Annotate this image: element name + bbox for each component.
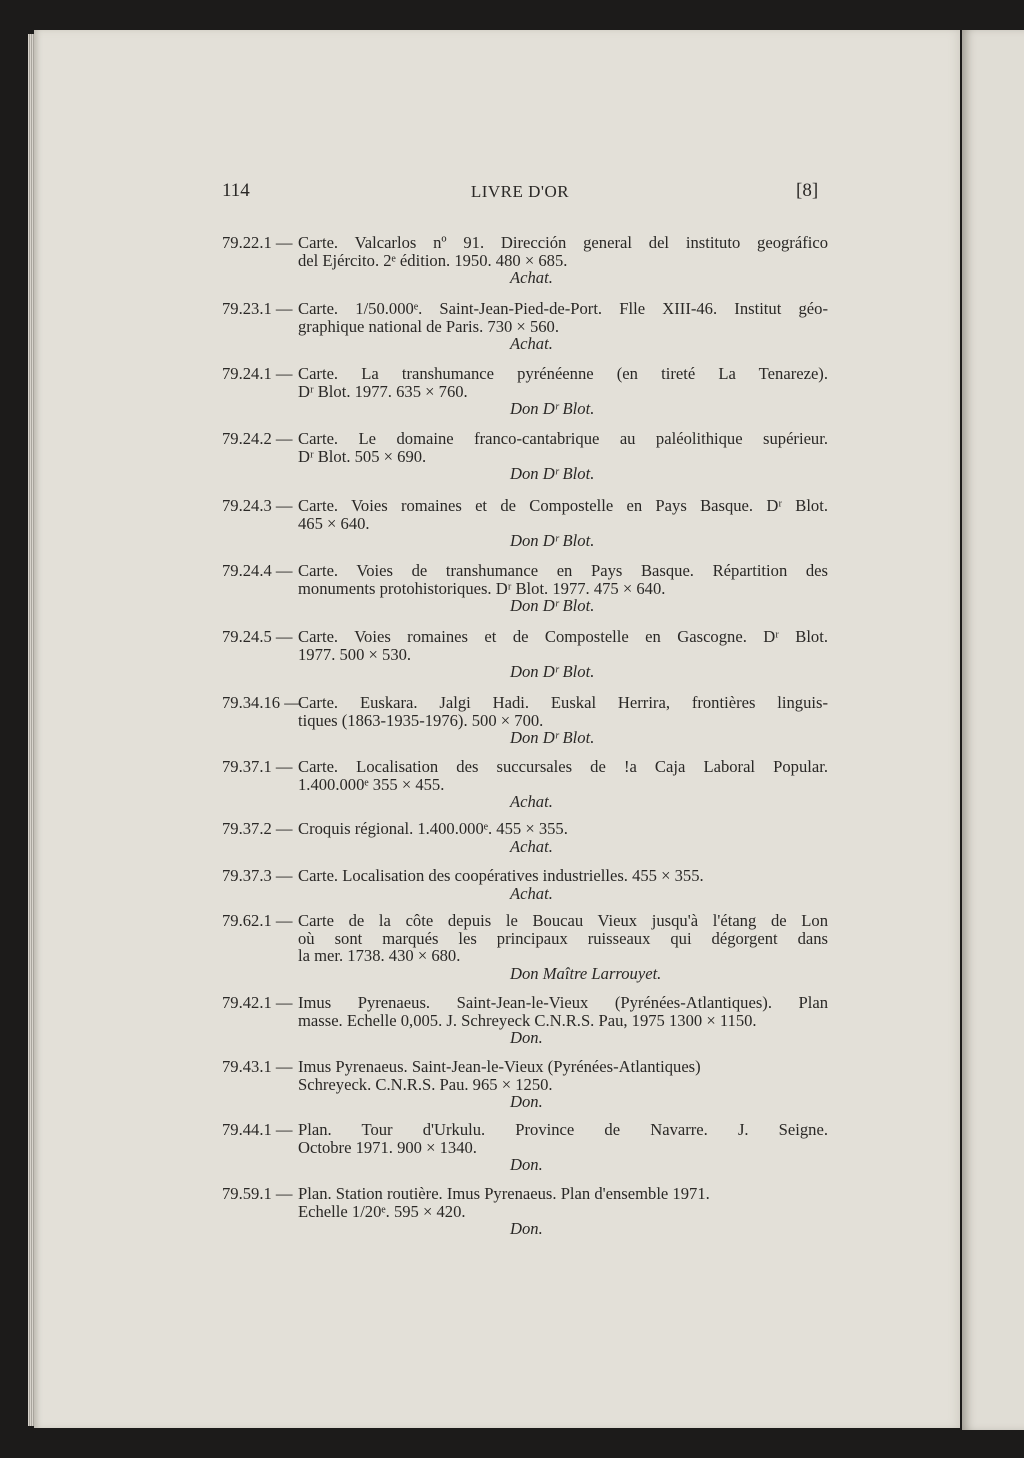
- entry-description-line: Plan. Tour d'Urkulu. Province de Navarre. J. Seigne.: [298, 1120, 828, 1139]
- page-number: 114: [222, 180, 250, 201]
- acquisition-note: Don.: [510, 1092, 543, 1111]
- acquisition-note: Don.: [510, 1219, 543, 1238]
- entry-number: 79.24.5 —: [222, 627, 293, 646]
- catalogue-entry: [222, 694, 828, 747]
- entry-number: 79.44.1 —: [222, 1120, 293, 1139]
- acquisition-note: Achat.: [510, 334, 553, 353]
- catalogue-entry: [222, 430, 828, 483]
- catalogue-entry: [222, 867, 828, 902]
- acquisition-note: Don Dʳ Blot.: [510, 531, 595, 550]
- entry-number: 79.62.1 —: [222, 911, 293, 930]
- acquisition-note: Achat.: [510, 836, 553, 856]
- acquisition-note: Don Maître Larrouyet.: [510, 963, 662, 983]
- entry-description-line: Imus Pyrenaeus. Saint-Jean-le-Vieux (Pyrénées-Atlantiques): [298, 1057, 701, 1076]
- entry-number: 79.24.4 —: [222, 561, 293, 580]
- entry-description-line: Plan. Station routière. Imus Pyrenaeus. Plan d'ensemble 1971.: [298, 1184, 710, 1203]
- facing-page-edge: [962, 30, 1024, 1430]
- catalogue-entry: [222, 628, 828, 681]
- entry-description-line: Carte. Localisation des succursales de !a Caja Laboral Popular.: [298, 757, 828, 776]
- catalogue-entry: [222, 234, 828, 287]
- acquisition-note: Don Dʳ Blot.: [510, 399, 595, 418]
- entry-description-line: 465 × 640.: [298, 513, 370, 533]
- entry-description-line: Carte de la côte depuis le Boucau Vieux jusqu'à l'étang de Lon: [298, 911, 828, 930]
- acquisition-note: Achat.: [510, 268, 553, 287]
- entry-description-line: Carte. Localisation des coopératives industrielles. 455 × 355.: [298, 866, 704, 885]
- entry-description-line: del Ejército. 2ᵉ édition. 1950. 480 × 685.: [298, 250, 568, 270]
- acquisition-note: Don Dʳ Blot.: [510, 464, 595, 483]
- entry-number: 79.42.1 —: [222, 993, 293, 1012]
- catalogue-entry: [222, 758, 828, 811]
- entry-description-line: Octobre 1971. 900 × 1340.: [298, 1137, 477, 1157]
- catalogue-entry: [222, 1121, 828, 1174]
- catalogue-entry: [222, 1058, 828, 1111]
- entry-description-line: tiques (1863-1935-1976). 500 × 700.: [298, 710, 544, 730]
- catalogue-entry: [222, 365, 828, 418]
- entry-description-line: Dʳ Blot. 505 × 690.: [298, 446, 427, 466]
- entry-number: 79.43.1 —: [222, 1057, 293, 1076]
- entry-number: 79.24.1 —: [222, 364, 293, 383]
- catalogue-entry: [222, 1185, 828, 1238]
- entry-description-line: la mer. 1738. 430 × 680.: [298, 946, 461, 965]
- catalogue-entry: [222, 994, 828, 1047]
- entry-number: 79.24.2 —: [222, 429, 293, 448]
- entry-description-line: Carte. La transhumance pyrénéenne (en tireté La Tenareze).: [298, 364, 828, 383]
- entry-description-line: Carte. Voies romaines et de Compostelle en Pays Basque. Dʳ Blot.: [298, 496, 828, 515]
- entry-description-line: Croquis régional. 1.400.000ᵉ. 455 × 355.: [298, 819, 568, 838]
- entry-description-line: Schreyeck. C.N.R.S. Pau. 965 × 1250.: [298, 1074, 553, 1094]
- acquisition-note: Don.: [510, 1028, 543, 1047]
- entry-description-line: monuments protohistoriques. Dʳ Blot. 1977. 475 × 640.: [298, 578, 666, 598]
- entry-description-line: 1977. 500 × 530.: [298, 644, 412, 664]
- catalogue-entry: [222, 912, 828, 982]
- acquisition-note: Don Dʳ Blot.: [510, 596, 595, 615]
- entry-number: 79.37.3 —: [222, 866, 293, 885]
- acquisition-note: Don.: [510, 1155, 543, 1174]
- entry-number: 79.37.2 —: [222, 819, 293, 838]
- entry-description-line: masse. Echelle 0,005. J. Schreyeck C.N.R.S. Pau, 1975 1300 × 1150.: [298, 1010, 757, 1030]
- entry-description-line: Carte. Euskara. Jalgi Hadi. Euskal Herrira, frontières linguis-: [298, 693, 828, 712]
- catalogue-entry: [222, 497, 828, 550]
- acquisition-note: Don Dʳ Blot.: [510, 662, 595, 681]
- entry-description-line: Carte. Voies de transhumance en Pays Basque. Répartition des: [298, 561, 828, 580]
- entry-number: 79.37.1 —: [222, 757, 293, 776]
- entry-number: 79.23.1 —: [222, 299, 293, 318]
- entry-description-line: où sont marqués les principaux ruisseaux qui dégorgent dans: [298, 928, 828, 948]
- acquisition-note: Achat.: [510, 792, 553, 811]
- entry-description-line: graphique national de Paris. 730 × 560.: [298, 316, 559, 336]
- entry-description-line: Dʳ Blot. 1977. 635 × 760.: [298, 381, 468, 401]
- acquisition-note: Achat.: [510, 883, 553, 903]
- entry-description-line: Carte. Valcarlos nº 91. Dirección general del instituto geográfico: [298, 233, 828, 252]
- entry-number: 79.34.16 —: [222, 693, 301, 712]
- entry-description-line: Imus Pyrenaeus. Saint-Jean-le-Vieux (Pyrénées-Atlantiques). Plan: [298, 993, 828, 1012]
- running-title: LIVRE D'OR: [470, 182, 570, 201]
- entry-number: 79.22.1 —: [222, 233, 293, 252]
- section-number: [8]: [796, 180, 819, 201]
- entry-description-line: Echelle 1/20ᵉ. 595 × 420.: [298, 1201, 466, 1221]
- entry-description-line: Carte. Le domaine franco-cantabrique au paléolithique supérieur.: [298, 429, 828, 448]
- acquisition-note: Don Dʳ Blot.: [510, 728, 595, 747]
- entry-description-line: Carte. 1/50.000ᵉ. Saint-Jean-Pied-de-Port. Flle XIII-46. Institut géo-: [298, 299, 828, 318]
- entry-number: 79.59.1 —: [222, 1184, 293, 1203]
- entry-number: 79.24.3 —: [222, 496, 293, 515]
- catalogue-entry: [222, 820, 828, 855]
- entry-description-line: Carte. Voies romaines et de Compostelle en Gascogne. Dʳ Blot.: [298, 627, 828, 646]
- catalogue-entry: [222, 300, 828, 353]
- catalogue-entry: [222, 562, 828, 615]
- entry-description-line: 1.400.000ᵉ 355 × 455.: [298, 774, 445, 794]
